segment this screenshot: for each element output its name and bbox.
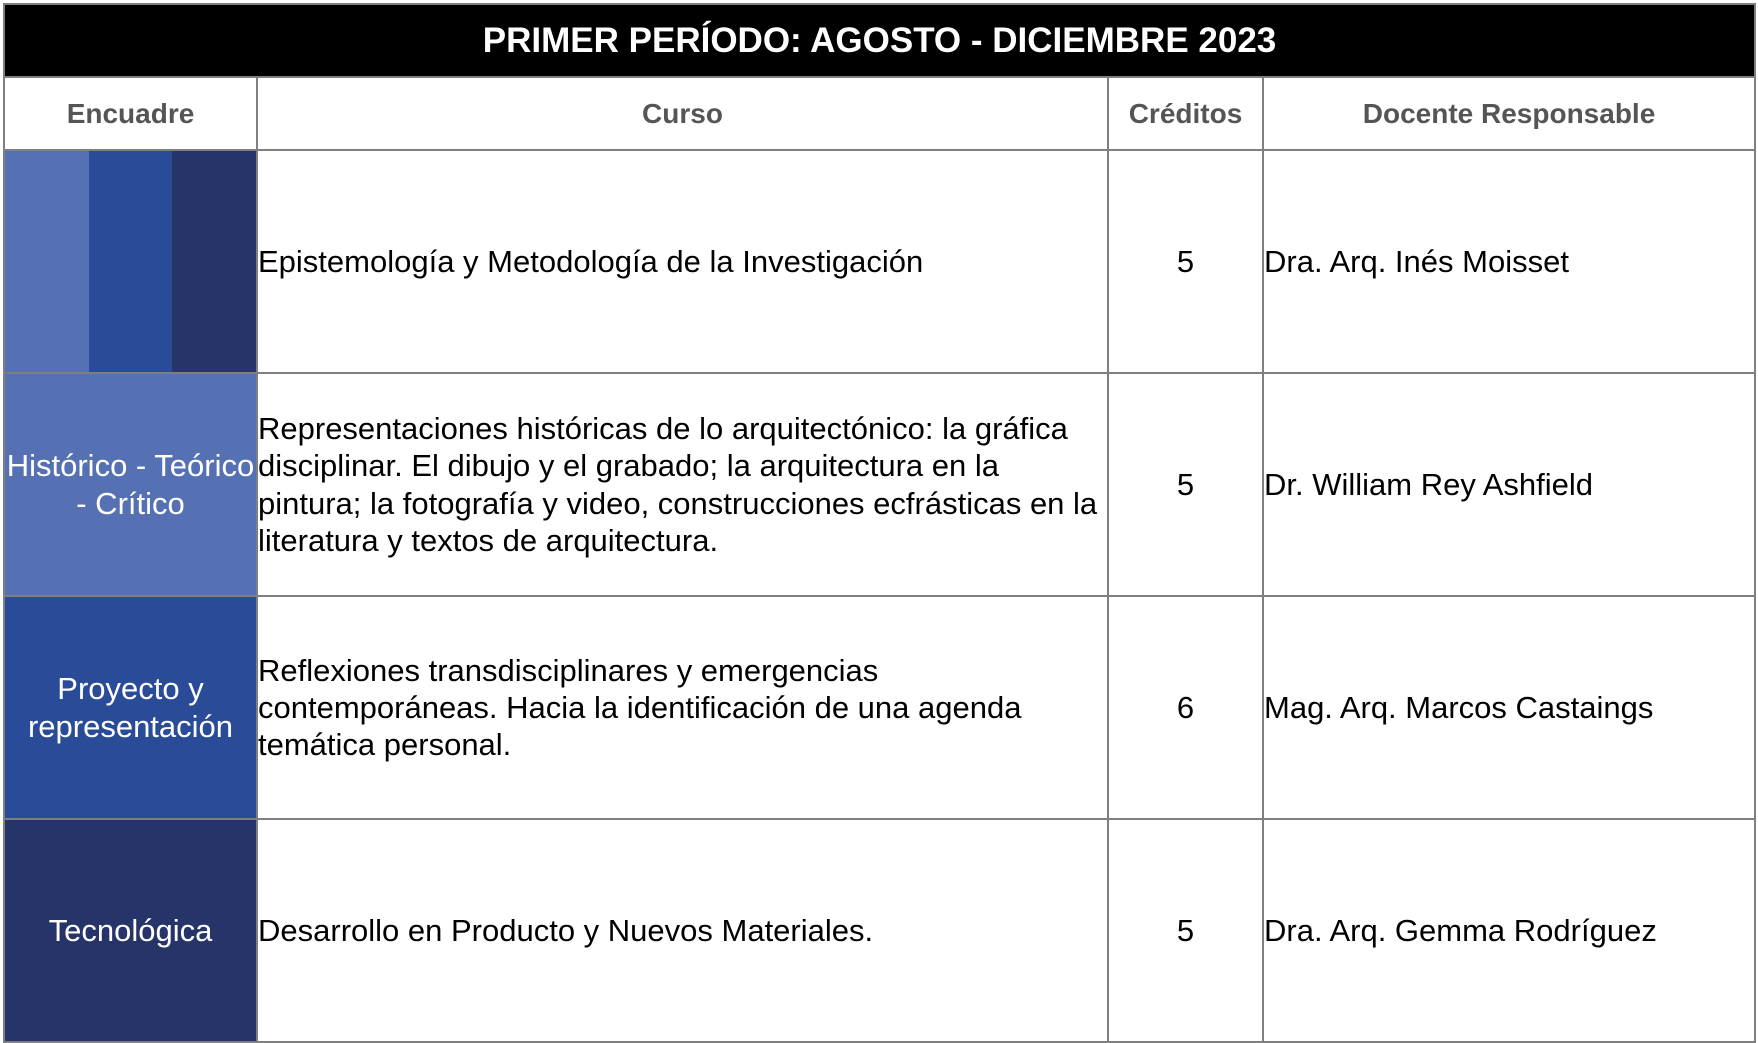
stripe-historico	[5, 151, 89, 372]
course-table	[3, 3, 1756, 1043]
encuadre-cell: Proyecto y representación	[4, 596, 257, 819]
docente-cell: Dra. Arq. Gemma Rodríguez	[1263, 819, 1755, 1042]
creditos-cell: 5	[1108, 150, 1263, 373]
stripe-proyecto	[89, 151, 173, 372]
creditos-cell: 6	[1108, 596, 1263, 819]
encuadre-cell-all	[4, 150, 257, 373]
table-title: PRIMER PERÍODO: AGOSTO - DICIEMBRE 2023	[4, 4, 1755, 77]
header-row	[4, 77, 1755, 150]
course-table-wrapper	[3, 3, 1754, 1040]
table-row	[4, 819, 1755, 1042]
docente-cell: Dra. Arq. Inés Moisset	[1263, 150, 1755, 373]
curso-cell: Desarrollo en Producto y Nuevos Materiales.	[257, 819, 1108, 1042]
curso-cell: Reflexiones transdisciplinares y emergencias contemporáneas. Hacia la identificación de una agenda temática personal.	[257, 596, 1108, 819]
encuadre-stripes	[5, 151, 256, 372]
header-docente: Docente Responsable	[1263, 77, 1755, 150]
stripe-tecnologica	[172, 151, 256, 372]
header-curso: Curso	[257, 77, 1108, 150]
table-row	[4, 150, 1755, 373]
creditos-cell: 5	[1108, 819, 1263, 1042]
header-creditos: Créditos	[1108, 77, 1263, 150]
encuadre-cell: Tecnológica	[4, 819, 257, 1042]
table-row	[4, 596, 1755, 819]
header-encuadre: Encuadre	[4, 77, 257, 150]
curso-cell: Epistemología y Metodología de la Investigación	[257, 150, 1108, 373]
docente-cell: Dr. William Rey Ashfield	[1263, 373, 1755, 596]
curso-cell: Representaciones históricas de lo arquitectónico: la gráfica disciplinar. El dibujo y el grabado; la arquitectura en la pintura; la fotografía y video, construcciones ecfrásticas en la literatura y textos de arquitectura.	[257, 373, 1108, 596]
title-row	[4, 4, 1755, 77]
docente-cell: Mag. Arq. Marcos Castaings	[1263, 596, 1755, 819]
encuadre-cell: Histórico - Teórico - Crítico	[4, 373, 257, 596]
table-row	[4, 373, 1755, 596]
creditos-cell: 5	[1108, 373, 1263, 596]
